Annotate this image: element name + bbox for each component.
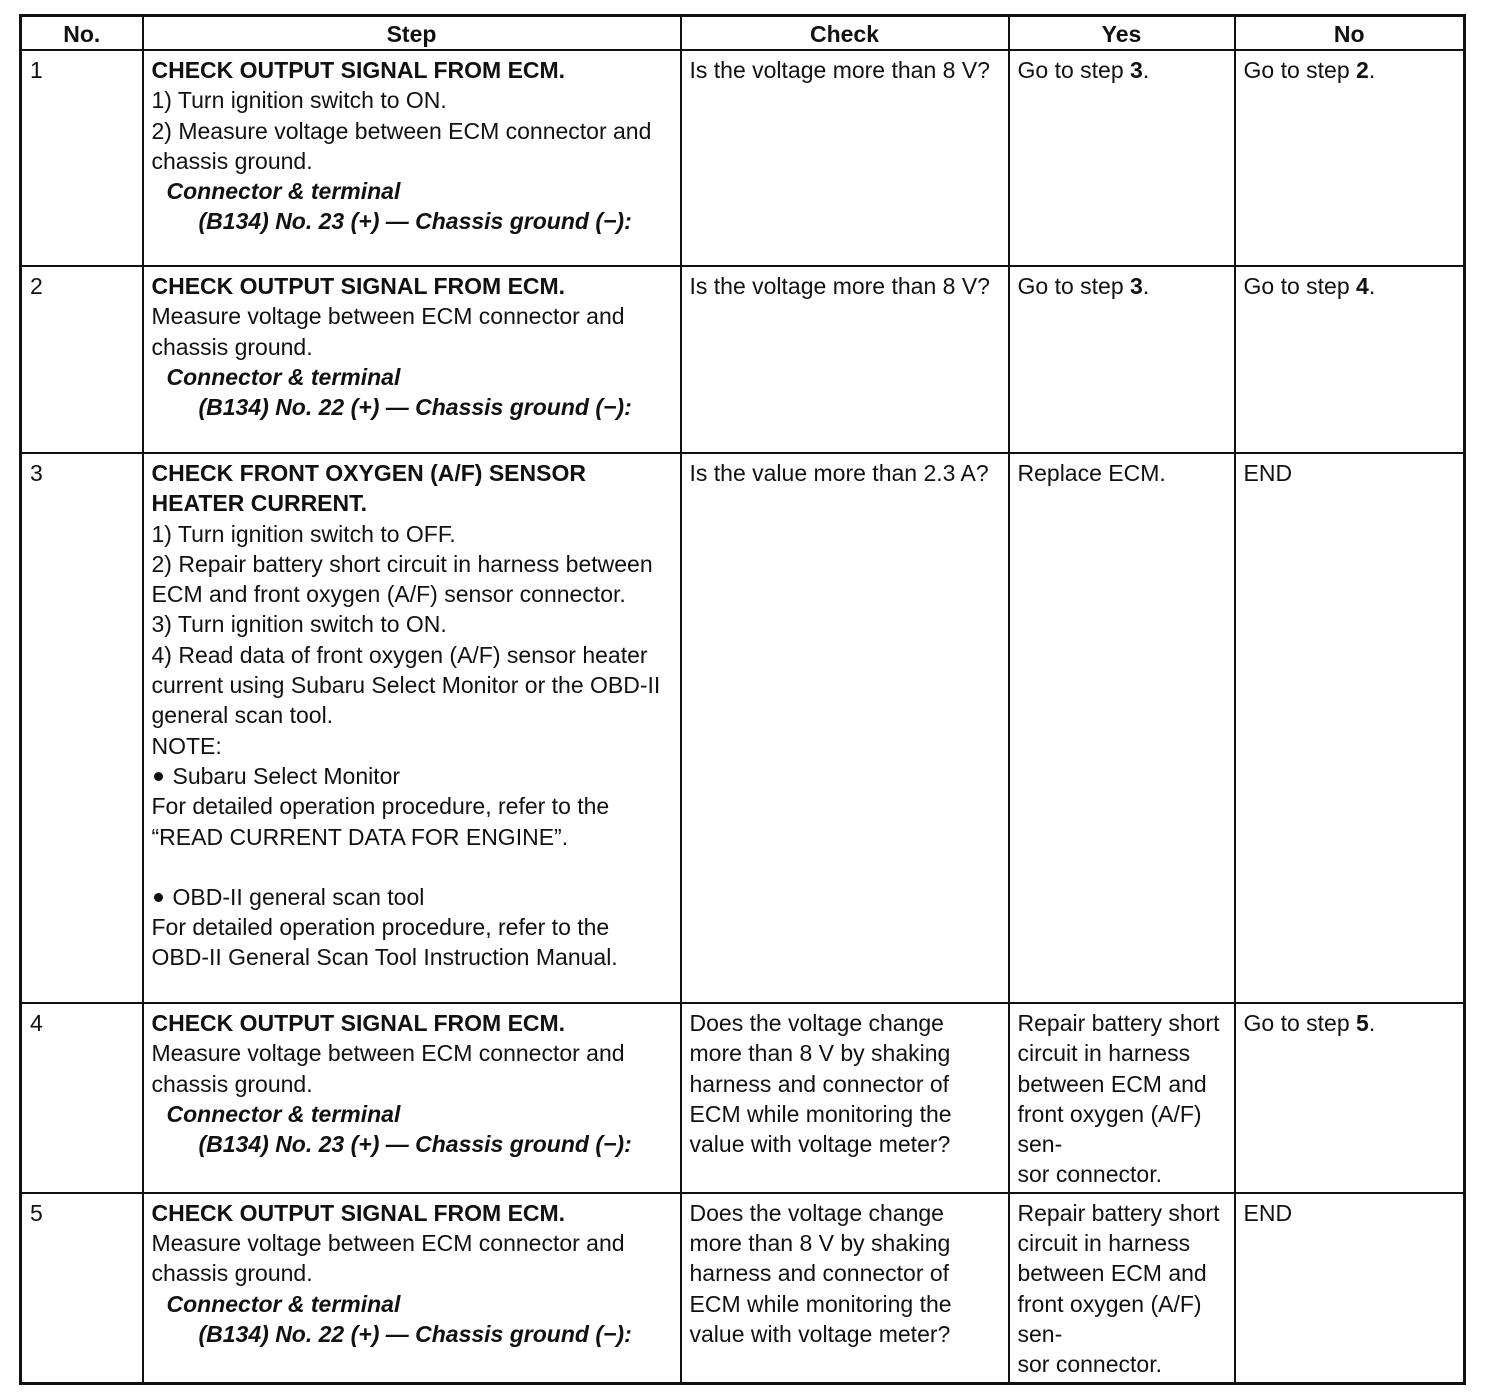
step-line: 1) Turn ignition switch to OFF. [151, 520, 456, 547]
table-row [21, 453, 1465, 1003]
yes-suffix: . [1142, 273, 1150, 299]
step-line: 1) Turn ignition switch to ON. [151, 87, 447, 114]
no-cell [1235, 266, 1465, 453]
yes-cell [1009, 266, 1235, 453]
step-line: Measure voltage between ECM connector and chassis ground. [151, 303, 625, 360]
header-yes: Yes [1009, 16, 1235, 51]
step-title: CHECK OUTPUT SIGNAL FROM ECM. [151, 1010, 566, 1036]
connector-label: Connector & terminal [166, 1100, 401, 1127]
check-cell: Is the voltage more than 8 V? [681, 266, 1009, 453]
row-number: 5 [21, 1193, 143, 1383]
no-step-number: 2 [1356, 57, 1369, 83]
yes-text: Go to step [1017, 273, 1131, 299]
step-cell [143, 50, 681, 266]
yes-cell: Replace ECM. [1009, 453, 1235, 1003]
table-row [21, 1003, 1465, 1193]
no-suffix: . [1368, 1010, 1376, 1036]
note-bullet-item [152, 882, 672, 912]
step-line: 3) Turn ignition switch to ON. [151, 611, 447, 638]
spacer [152, 852, 672, 882]
table-row [21, 50, 1465, 266]
diagnostic-procedure-table [19, 14, 1466, 1385]
bullet-icon [154, 893, 163, 902]
step-cell [143, 266, 681, 453]
yes-cell [1009, 50, 1235, 266]
yes-text: Repair battery short circuit in harness between ECM and front oxygen (A/F) sen- sor connector. [1017, 1199, 1220, 1378]
yes-text: Repair battery short circuit in harness between ECM and front oxygen (A/F) sen- sor connector. [1017, 1010, 1220, 1188]
step-line: 2) Repair battery short circuit in harness between ECM and front oxygen (A/F) sensor connector. [151, 550, 653, 608]
check-cell: Is the value more than 2.3 A? [681, 453, 1009, 1003]
header-check: Check [681, 16, 1009, 51]
header-no-result: No [1235, 16, 1465, 51]
connector-value: (B134) No. 22 (+) — Chassis ground (−): [198, 394, 632, 421]
bullet-label: OBD-II general scan tool [172, 883, 425, 910]
no-text: Go to step [1243, 273, 1357, 299]
step-line: 4) Read data of front oxygen (A/F) sensor heater current using Subaru Select Monitor or the OBD-II general scan tool. [151, 641, 661, 729]
row-number: 3 [21, 453, 143, 1003]
step-line: 2) Measure voltage between ECM connector and chassis ground. [151, 117, 652, 174]
step-title: CHECK FRONT OXYGEN (A/F) SENSOR HEATER CURRENT. [151, 460, 586, 517]
note-text: For detailed operation procedure, refer to the OBD-II General Scan Tool Instruction Manual. [151, 914, 618, 971]
connector-value: (B134) No. 22 (+) — Chassis ground (−): [198, 1320, 632, 1347]
yes-cell [1009, 1003, 1235, 1193]
no-suffix: . [1368, 273, 1376, 299]
step-line: Measure voltage between ECM connector and chassis ground. [151, 1040, 625, 1097]
yes-step-number: 3 [1130, 57, 1143, 83]
no-cell: END [1235, 453, 1465, 1003]
step-title: CHECK OUTPUT SIGNAL FROM ECM. [151, 57, 566, 83]
no-step-number: 5 [1356, 1010, 1369, 1036]
connector-value: (B134) No. 23 (+) — Chassis ground (−): [198, 208, 632, 235]
yes-step-number: 3 [1130, 273, 1143, 299]
step-cell [143, 453, 681, 1003]
connector-value: (B134) No. 23 (+) — Chassis ground (−): [198, 1131, 632, 1158]
check-cell: Does the voltage change more than 8 V by shaking harness and connector of ECM while monitoring the value with voltage meter? [681, 1193, 1009, 1383]
header-no: No. [21, 16, 143, 51]
row-number: 4 [21, 1003, 143, 1193]
no-cell [1235, 50, 1465, 266]
connector-label: Connector & terminal [166, 363, 401, 390]
no-text: Go to step [1243, 1010, 1357, 1036]
table-row [21, 266, 1465, 453]
table-row [21, 1193, 1465, 1383]
no-step-number: 4 [1356, 273, 1369, 299]
header-step: Step [143, 16, 681, 51]
connector-label: Connector & terminal [166, 178, 401, 205]
no-cell: END [1235, 1193, 1465, 1383]
step-line: Measure voltage between ECM connector and chassis ground. [151, 1230, 625, 1287]
check-cell: Is the voltage more than 8 V? [681, 50, 1009, 266]
no-text: Go to step [1243, 57, 1357, 83]
table-header-row [21, 16, 1465, 51]
no-cell [1235, 1003, 1465, 1193]
step-title: CHECK OUTPUT SIGNAL FROM ECM. [151, 1199, 566, 1226]
note-label: NOTE: [151, 732, 222, 759]
note-text: For detailed operation procedure, refer to the “READ CURRENT DATA FOR ENGINE”. [151, 793, 610, 850]
step-cell [143, 1193, 681, 1383]
yes-suffix: . [1142, 57, 1150, 83]
no-suffix: . [1368, 57, 1376, 83]
bullet-label: Subaru Select Monitor [172, 762, 401, 789]
bullet-icon [154, 772, 163, 781]
yes-text: Go to step [1017, 57, 1131, 83]
row-number: 2 [21, 266, 143, 453]
row-number: 1 [21, 50, 143, 266]
step-cell [143, 1003, 681, 1193]
step-title: CHECK OUTPUT SIGNAL FROM ECM. [151, 273, 566, 299]
yes-cell [1009, 1193, 1235, 1383]
check-cell: Does the voltage change more than 8 V by shaking harness and connector of ECM while monitoring the value with voltage meter? [681, 1003, 1009, 1193]
note-bullet-item [152, 761, 672, 791]
connector-label: Connector & terminal [166, 1290, 401, 1317]
